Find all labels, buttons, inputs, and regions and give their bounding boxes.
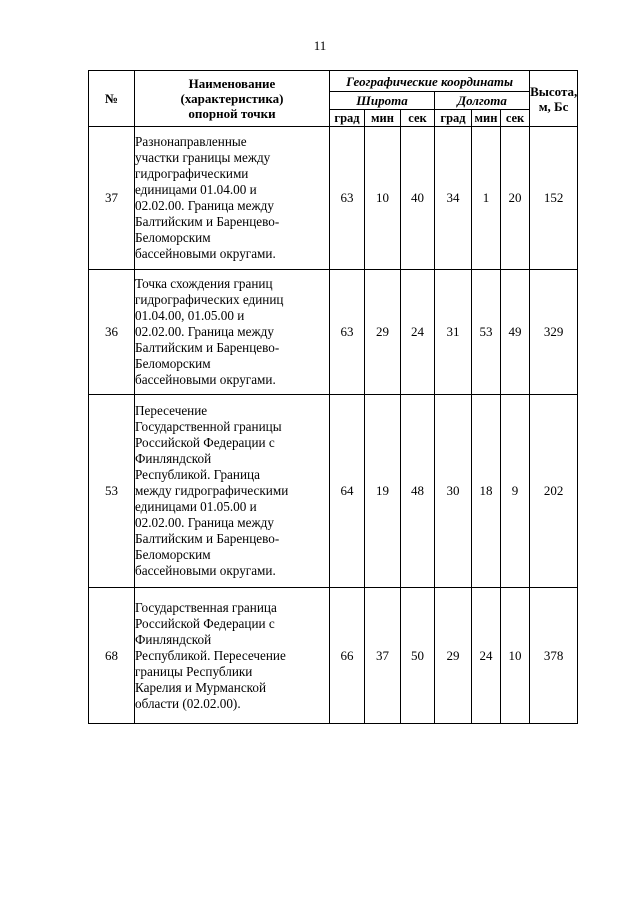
cell-height: 152: [530, 127, 578, 270]
header-geo-coordinates: Географические координаты: [330, 71, 530, 92]
description-line: 01.04.00, 01.05.00 и: [135, 308, 245, 323]
description-line: Беломорским: [135, 547, 211, 562]
header-height-line1: Высота,: [530, 83, 578, 99]
row-description: [135, 395, 330, 588]
table-row: [89, 127, 578, 270]
description-line: границы Республики: [135, 663, 253, 679]
description-line: бассейновыми округами.: [135, 372, 276, 387]
cell-lon-min: 24: [472, 588, 501, 724]
row-number: 37: [89, 127, 135, 270]
header-lon-sec: сек: [501, 110, 530, 127]
header-lon-min: мин: [472, 110, 501, 127]
table-body: [89, 127, 578, 724]
description-line: Республикой. Граница: [135, 467, 260, 482]
cell-height: 329: [530, 270, 578, 395]
cell-lon-deg: 30: [435, 395, 472, 588]
cell-lat-sec: 40: [401, 127, 435, 270]
cell-lon-min: 53: [472, 270, 501, 395]
row-number: 53: [89, 395, 135, 588]
description-line: Точка схождения границ: [135, 276, 273, 291]
cell-lon-sec: 20: [501, 127, 530, 270]
cell-lon-deg: 29: [435, 588, 472, 724]
cell-lat-deg: 66: [330, 588, 365, 724]
table-row: [89, 588, 578, 724]
row-description: [135, 588, 330, 724]
header-name-line1: Наименование: [188, 76, 276, 91]
description-line: бассейновыми округами.: [135, 563, 276, 578]
header-height-line2: м, Бс: [538, 98, 569, 114]
table-row: [89, 395, 578, 588]
cell-lat-min: 10: [365, 127, 401, 270]
cell-lon-min: 1: [472, 127, 501, 270]
row-number: 68: [89, 588, 135, 724]
description-line: Республикой. Пересечение: [135, 647, 286, 663]
cell-lat-min: 29: [365, 270, 401, 395]
cell-lat-deg: 63: [330, 127, 365, 270]
description-line: Российской Федерации с: [135, 615, 275, 631]
header-lat-sec: сек: [401, 110, 435, 127]
description-line: бассейновыми округами.: [135, 246, 276, 261]
description-line: Пересечение: [135, 403, 208, 418]
description-line: гидрографическими: [135, 166, 249, 181]
cell-lon-sec: 10: [501, 588, 530, 724]
description-line: между гидрографическими: [135, 483, 289, 498]
description-line: Российской Федерации с: [135, 435, 275, 450]
cell-lat-sec: 50: [401, 588, 435, 724]
cell-lon-deg: 31: [435, 270, 472, 395]
description-line: гидрографических единиц: [135, 292, 284, 307]
row-number: 36: [89, 270, 135, 395]
description-line: Балтийским и Баренцево-: [135, 531, 280, 546]
cell-lat-sec: 48: [401, 395, 435, 588]
description-line: Беломорским: [135, 356, 211, 371]
cell-lon-sec: 49: [501, 270, 530, 395]
table-row: [89, 270, 578, 395]
cell-lat-deg: 63: [330, 270, 365, 395]
description-line: Финляндской: [135, 631, 212, 647]
page-number: 11: [313, 38, 327, 53]
description-line: области (02.02.00).: [135, 695, 241, 711]
description-line: 02.02.00. Граница между: [135, 198, 274, 213]
cell-lon-sec: 9: [501, 395, 530, 588]
header-number: №: [89, 71, 135, 127]
description-line: единицами 01.05.00 и: [135, 499, 257, 514]
description-line: Государственная граница: [135, 599, 277, 615]
description-line: Финляндской: [135, 451, 212, 466]
description-line: Государственной границы: [135, 419, 282, 434]
header-latitude: Широта: [330, 92, 435, 110]
header-lon-deg: град: [435, 110, 472, 127]
cell-height: 378: [530, 588, 578, 724]
header-name-line2: (характеристика): [180, 91, 284, 106]
description-line: Беломорским: [135, 230, 211, 245]
description-line: Разнонаправленные: [135, 134, 247, 149]
header-longitude: Долгота: [435, 92, 530, 110]
row-description: [135, 127, 330, 270]
description-line: 02.02.00. Граница между: [135, 515, 274, 530]
header-name: [135, 71, 330, 127]
cell-lat-min: 19: [365, 395, 401, 588]
description-line: единицами 01.04.00 и: [135, 182, 257, 197]
reference-points-table: [88, 70, 578, 724]
header-height: [530, 71, 578, 127]
header-lat-min: мин: [365, 110, 401, 127]
cell-lat-sec: 24: [401, 270, 435, 395]
description-line: 02.02.00. Граница между: [135, 324, 274, 339]
header-lat-deg: град: [330, 110, 365, 127]
cell-lon-min: 18: [472, 395, 501, 588]
description-line: Карелия и Мурманской: [135, 679, 267, 695]
description-line: Балтийским и Баренцево-: [135, 214, 280, 229]
cell-lat-deg: 64: [330, 395, 365, 588]
description-line: участки границы между: [135, 150, 271, 165]
row-description: [135, 270, 330, 395]
cell-height: 202: [530, 395, 578, 588]
cell-lon-deg: 34: [435, 127, 472, 270]
cell-lat-min: 37: [365, 588, 401, 724]
description-line: Балтийским и Баренцево-: [135, 340, 280, 355]
header-name-line3: опорной точки: [188, 106, 276, 121]
